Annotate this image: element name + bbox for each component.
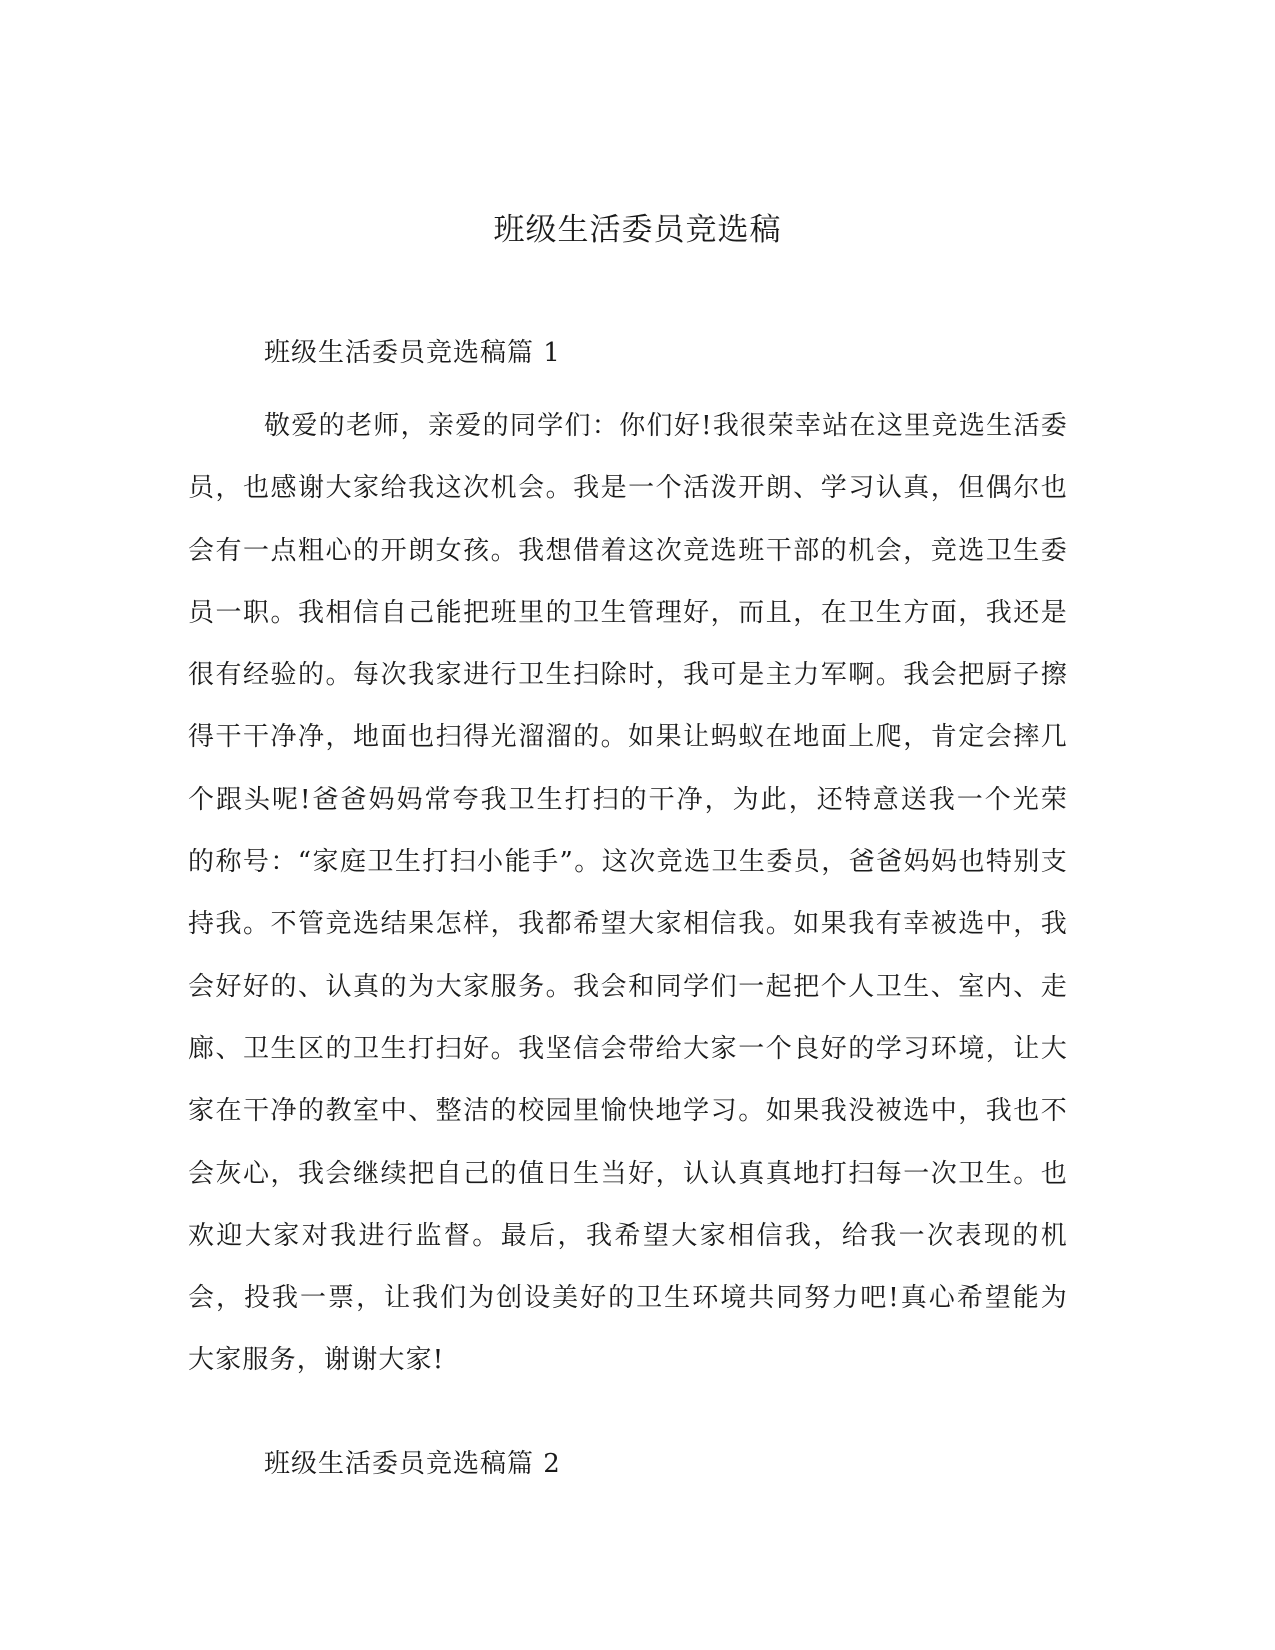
section-heading-1: 班级生活委员竞选稿篇 1 <box>264 338 561 368</box>
section-heading-2: 班级生活委员竞选稿篇 2 <box>264 1449 561 1479</box>
section-body-1: 敬爱的老师，亲爱的同学们：你们好!我很荣幸站在这里竞选生活委员，也感谢大家给我这次机会。我是一个活泼开朗、学习认真，但偶尔也会有一点粗心的开朗女孩。我想借着这次竞选班干部的机会，竞选卫生委员一职。我相信自己能把班里的卫生管理好，而且，在卫生方面，我还是很有经验的。每次我家进行卫生扫除时，我可是主力军啊。我会把厨子擦得干干净净，地面也扫得光溜溜的。如果让蚂蚁在地面上爬，肯定会摔几个跟头呢!爸爸妈妈常夸我卫生打扫的干净，为此，还特意送我一个光荣的称号：“家庭卫生打扫小能手”。这次竞选卫生委员，爸爸妈妈也特别支持我。不管竞选结果怎样，我都希望大家相信我。如果我有幸被选中，我会好好的、认真的为大家服务。我会和同学们一起把个人卫生、室内、走廊、卫生区的卫生打扫好。我坚信会带给大家一个良好的学习环境，让大家在干净的教室中、整洁的校园里愉快地学习。如果我没被选中，我也不会灰心，我会继续把自己的值日生当好，认认真真地打扫每一次卫生。也欢迎大家对我进行监督。最后，我希望大家相信我，给我一次表现的机会，投我一票，让我们为创设美好的卫生环境共同努力吧!真心希望能为大家服务，谢谢大家! <box>188 411 1068 1376</box>
document-title: 班级生活委员竞选稿 <box>493 212 782 248</box>
